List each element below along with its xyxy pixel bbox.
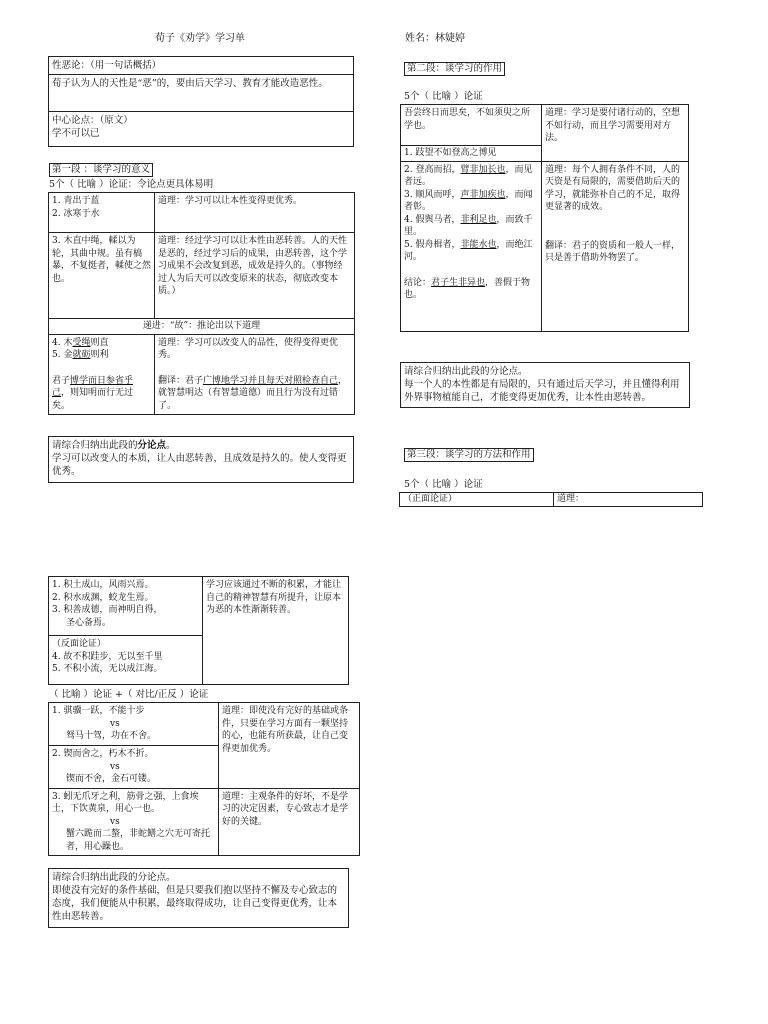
sec1-r3-right: 道理：学习可以改变人的品性，使得变得更优秀。 翻译：君子广博地学习并且每天对照检查自己，就智慧明达（有智慧道德）而且行为没有过错了。 (155, 334, 355, 415)
section3-summary-text: 即使没有完好的条件基础，但是只要我们抱以坚持不懈及专心致志的态度，我们便能从中积累，最终取得成功，让自己变得更优秀，让本性由恶转善。 (52, 885, 338, 922)
student-name: 姓名：林婕婷 (405, 33, 465, 44)
xing-e-lun-box (48, 56, 354, 147)
xing-e-lun-text: 荀子认为人的天性是“恶”的，要由后天学习、教育才能改造恶性。 (49, 75, 353, 112)
compare-subtitle: （ 比喻 ）论证 +（ 对比/正反 ）论证 (49, 689, 209, 700)
sec1-r2-left: 3. 木直中绳，輮以为轮，其曲中规。虽有槁暴，不复挺者，輮使之然也。 (49, 233, 155, 319)
sec1-r1-left: 1. 青出于蓝 2. 冰寒于水 (49, 193, 155, 233)
section1-subtitle: 5个（ 比喻 ）论证：令论点更具体易明 (49, 179, 214, 190)
sec1-r1-right: 道理：学习可以让本性变得更优秀。 (155, 193, 355, 233)
sec3-header-left: （正面论证） (400, 493, 554, 507)
sec1-transition: 递进：“故”：推论出以下道理 (49, 319, 355, 335)
compare-table (48, 702, 360, 856)
sec3-fan-items: （反面论证） 4. 故不积跬步，无以至千里 5. 不积小流，无以成江海。 (49, 636, 203, 685)
xing-e-lun-label: 性恶论：（用一句话概括） (49, 57, 353, 75)
center-point-label: 中心论点：（原文） (52, 115, 133, 126)
page-title: 荀子《劝学》学习单 (155, 33, 245, 44)
sec3-items: 1. 积土成山，风雨兴焉。 2. 积水成渊，蛟龙生焉。 3. 积善成德，而神明自得， 圣心备焉。 (49, 577, 203, 636)
section2-title: 第二段：谈学习的作用 (404, 62, 505, 76)
sec2-r1-left: 吾尝终日而思矣，不如须臾之所学也。 (401, 105, 542, 146)
section3-header-table (399, 492, 703, 507)
compare-r12-right: 道理：即使没有完好的基础或条件，只要在学习方面有一颗坚持的心，也能有所获最，让自己变得更加优秀。 (219, 703, 360, 789)
section2-table (400, 104, 689, 332)
section3-summary-box: 请综合归纳出此段的分论点。 即使没有完好的条件基础，但是只要我们抱以坚持不懈及专心致志的态度，我们便能从中积累，最终取得成功，让自己变得更优秀，让本性由恶转善。 (48, 868, 349, 928)
sec2-r1-right: 道理：学习是要付诸行动的，空想不如行动，而且学习需要用对方法。 (542, 105, 689, 162)
sec3-header-right: 道理： (554, 493, 703, 507)
sec2-r3-right: 道理：每个人拥有条件不同，人的天资是有局限的，需要借助后天的学习，就能弥补自己的不足，取得更显著的成效。 翻译：君子的资质和一般人一样，只是善于借助外物罢了。 (542, 161, 689, 331)
sec2-r3-left: 2. 登高而招，臂非加长也，而见者远。 3. 顺风而呼，声非加疾也，而闻者彰。 4. 假舆马者，非利足也，而致千里。 5. 假舟楫者，非能水也，而绝江河。 结论：君子生非异也，善假于物也。 (401, 161, 542, 331)
compare-r2: 2. 锲而舍之，朽木不折。 vs 锲而不舍，金石可镂。 (49, 746, 219, 789)
section1-summary-box: 请综合归纳出此段的分论点。 学习可以改变人的本质，让人由恶转善，且成效是持久的。使人变得更优秀。 (48, 436, 354, 483)
section1-title: 第一段 ：谈学习的意义 (49, 163, 153, 177)
sec1-r2-right: 道理：经过学习可以让本性由恶转善。人的天性是恶的，经过学习后的成果，由恶转善，这个学习成果不会改复到恶，成效是持久的。（事物经过人为后天可以改变原来的状态，彻底改变本质。） (155, 233, 355, 319)
section1-summary-text: 学习可以改变人的本质，让人由恶转善，且成效是持久的。使人变得更优秀。 (52, 453, 347, 477)
section2-subtitle: 5个（ 比喻 ）论证 (404, 91, 483, 102)
compare-r3-right: 道理：主观条件的好坏，不是学习的决定因素，专心致志才是学好的关键。 (219, 788, 360, 856)
section1-table (48, 192, 355, 415)
compare-r1: 1. 骐骥一跃，不能十步 vs 驽马十驾，功在不舍。 (49, 703, 219, 746)
section3-table (48, 576, 349, 685)
section2-summary-box: 请综合归纳出此段的分论点。 每一个人的本性都是有局限的，只有通过后天学习，并且懂得利用外界事物植能自己，才能变得更加优秀，让本性由恶转善。 (400, 362, 690, 408)
sec2-r2-left: 1. 跂望不如登高之博见 (401, 146, 542, 162)
center-point-text: 学不可以已 (52, 128, 100, 139)
section3-title: 第三段：谈学习的方法和作用 (404, 448, 534, 462)
compare-r3: 3. 蚓无爪牙之利，筋骨之强，上食埃土，下饮黄泉，用心一也。 vs 蟹六跪而二螯，非蛇鳝之穴无可寄托者，用心躁也。 (49, 788, 219, 856)
section3-subtitle: 5个（ 比喻 ）论证 (404, 479, 483, 490)
sec3-right: 学习应该通过不断的积累，才能让自己的精神智慧有所提升，让原本为恶的本性渐渐转善。 (203, 577, 349, 685)
section2-summary-text: 每一个人的本性都是有局限的，只有通过后天学习，并且懂得利用外界事物植能自己，才能变得更加优秀，让本性由恶转善。 (404, 379, 680, 403)
sec1-r3-left: 4. 木受绳则直 5. 金就砺则利 君子博学而日参省乎己，则知明而行无过矣。 (49, 334, 155, 415)
